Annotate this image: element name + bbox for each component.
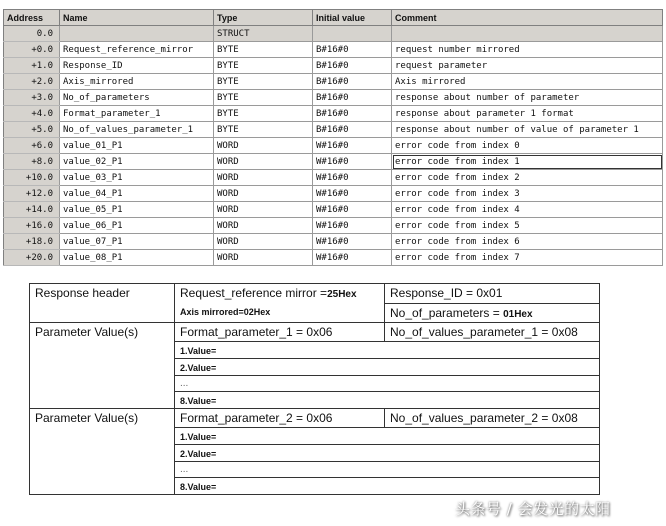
type-cell[interactable]: BYTE [214, 58, 313, 74]
type-cell[interactable]: WORD [214, 138, 313, 154]
table-row[interactable] [4, 90, 663, 106]
comment-cell[interactable]: response about parameter 1 format [392, 106, 663, 122]
address-cell[interactable]: +10.0 [4, 170, 60, 186]
comment-cell[interactable]: error code from index 3 [392, 186, 663, 202]
initial-value-cell[interactable]: W#16#0 [313, 170, 392, 186]
address-cell[interactable]: +0.0 [4, 42, 60, 58]
name-cell[interactable]: Format_parameter_1 [60, 106, 214, 122]
initial-value-cell[interactable]: B#16#0 [313, 106, 392, 122]
response-id-cell: Response_ID = 0x01 [385, 284, 600, 304]
type-cell[interactable]: WORD [214, 154, 313, 170]
request-reference-cell [175, 284, 385, 304]
column-header-address[interactable]: Address [4, 10, 60, 26]
initial-value-cell[interactable]: B#16#0 [313, 74, 392, 90]
type-cell[interactable]: WORD [214, 202, 313, 218]
response-structure-diagram [29, 283, 600, 495]
type-cell[interactable]: BYTE [214, 106, 313, 122]
parameter-values-label-1: Parameter Value(s) [30, 322, 175, 408]
request-reference-value: 25Hex [327, 289, 357, 300]
table-row[interactable] [4, 170, 663, 186]
initial-value-cell[interactable]: B#16#0 [313, 90, 392, 106]
value-8-row: 8.Value= [175, 391, 600, 408]
comment-cell[interactable]: response about number of parameter [392, 90, 663, 106]
address-cell[interactable]: +2.0 [4, 74, 60, 90]
data-block-table [3, 9, 663, 266]
type-cell[interactable]: BYTE [214, 122, 313, 138]
initial-value-cell[interactable]: W#16#0 [313, 218, 392, 234]
name-cell[interactable]: value_03_P1 [60, 170, 214, 186]
comment-cell[interactable]: error code from index 6 [392, 234, 663, 250]
table-row[interactable] [4, 122, 663, 138]
initial-value-cell[interactable]: B#16#0 [313, 42, 392, 58]
name-cell[interactable] [60, 26, 214, 42]
address-cell[interactable]: +3.0 [4, 90, 60, 106]
type-cell[interactable]: BYTE [214, 42, 313, 58]
table-row[interactable] [4, 186, 663, 202]
address-cell[interactable]: +1.0 [4, 58, 60, 74]
value-8-row-p2: 8.Value= [175, 477, 600, 494]
watermark-text: 头条号 / 会发光的太阳 [455, 500, 611, 518]
parameter-values-label-2: Parameter Value(s) [30, 408, 175, 494]
address-cell[interactable]: +12.0 [4, 186, 60, 202]
response-header-label: Response header [30, 284, 175, 323]
table-row[interactable] [4, 106, 663, 122]
address-cell[interactable]: +6.0 [4, 138, 60, 154]
value-2-row-p2: 2.Value= [175, 444, 600, 461]
column-header-name[interactable]: Name [60, 10, 214, 26]
table-row[interactable] [4, 58, 663, 74]
name-cell[interactable]: Axis_mirrored [60, 74, 214, 90]
name-cell[interactable]: value_07_P1 [60, 234, 214, 250]
header-row [4, 10, 663, 26]
no-of-parameters-value: 01Hex [503, 308, 533, 320]
name-cell[interactable]: value_02_P1 [60, 154, 214, 170]
initial-value-cell[interactable]: W#16#0 [313, 186, 392, 202]
request-reference-text: Request_reference mirror = [180, 286, 328, 300]
table-row[interactable] [4, 218, 663, 234]
no-values-parameter-1-cell: No_of_values_parameter_1 = 0x08 [385, 322, 600, 341]
table-row[interactable] [4, 234, 663, 250]
initial-value-cell[interactable]: W#16#0 [313, 154, 392, 170]
comment-cell[interactable] [392, 26, 663, 42]
type-cell[interactable]: WORD [214, 234, 313, 250]
table-row[interactable] [4, 138, 663, 154]
initial-value-cell[interactable] [313, 26, 392, 42]
initial-value-cell[interactable]: W#16#0 [313, 138, 392, 154]
initial-value-cell[interactable]: W#16#0 [313, 202, 392, 218]
type-cell[interactable]: WORD [214, 170, 313, 186]
initial-value-cell[interactable]: W#16#0 [313, 234, 392, 250]
no-of-parameters-text: No_of_parameters = [390, 305, 500, 320]
comment-cell[interactable]: error code from index 7 [392, 250, 663, 266]
initial-value-cell[interactable]: B#16#0 [313, 122, 392, 138]
comment-cell[interactable]: error code from index 5 [392, 218, 663, 234]
type-cell[interactable]: STRUCT [214, 26, 313, 42]
name-cell[interactable]: No_of_values_parameter_1 [60, 122, 214, 138]
axis-mirrored-cell: Axis mirrored=02Hex [175, 303, 385, 322]
address-cell[interactable]: +4.0 [4, 106, 60, 122]
no-values-parameter-2-cell: No_of_values_parameter_2 = 0x08 [385, 408, 600, 427]
no-of-parameters-cell [385, 303, 600, 322]
comment-cell[interactable]: request number mirrored [392, 42, 663, 58]
value-1-row-p2: 1.Value= [175, 427, 600, 444]
table-row[interactable] [4, 74, 663, 90]
table-row[interactable] [4, 42, 663, 58]
name-cell[interactable]: value_05_P1 [60, 202, 214, 218]
format-parameter-1-cell: Format_parameter_1 = 0x06 [175, 322, 385, 341]
initial-value-cell[interactable]: B#16#0 [313, 58, 392, 74]
table-row[interactable] [4, 154, 663, 170]
name-cell[interactable]: value_08_P1 [60, 250, 214, 266]
address-cell[interactable]: +5.0 [4, 122, 60, 138]
type-cell[interactable]: WORD [214, 250, 313, 266]
comment-cell[interactable]: response about number of value of parameter 1 [392, 122, 663, 138]
type-cell[interactable]: BYTE [214, 90, 313, 106]
type-cell[interactable]: BYTE [214, 74, 313, 90]
address-cell[interactable]: +20.0 [4, 250, 60, 266]
table-row[interactable] [4, 250, 663, 266]
name-cell[interactable]: No_of_parameters [60, 90, 214, 106]
address-cell[interactable]: 0.0 [4, 26, 60, 42]
name-cell[interactable]: value_06_P1 [60, 218, 214, 234]
name-cell[interactable]: Request_reference_mirror [60, 42, 214, 58]
column-header-type[interactable]: Type [214, 10, 313, 26]
format-parameter-2-cell: Format_parameter_2 = 0x06 [175, 408, 385, 427]
address-cell[interactable]: +8.0 [4, 154, 60, 170]
value-1-row: 1.Value= [175, 341, 600, 358]
comment-cell[interactable]: Axis mirrored [392, 74, 663, 90]
name-cell[interactable]: value_01_P1 [60, 138, 214, 154]
comment-cell[interactable]: error code from index 4 [392, 202, 663, 218]
type-cell[interactable]: WORD [214, 218, 313, 234]
comment-cell[interactable]: request parameter [392, 58, 663, 74]
comment-cell[interactable]: error code from index 0 [392, 138, 663, 154]
address-cell[interactable]: +16.0 [4, 218, 60, 234]
ellipsis-row: ... [175, 375, 600, 391]
initial-value-cell[interactable]: W#16#0 [313, 250, 392, 266]
name-cell[interactable]: Response_ID [60, 58, 214, 74]
address-cell[interactable]: +18.0 [4, 234, 60, 250]
address-cell[interactable]: +14.0 [4, 202, 60, 218]
value-2-row: 2.Value= [175, 358, 600, 375]
name-cell[interactable]: value_04_P1 [60, 186, 214, 202]
column-header-comment[interactable]: Comment [392, 10, 663, 26]
table-row[interactable] [4, 202, 663, 218]
column-header-initial-value[interactable]: Initial value [313, 10, 392, 26]
comment-cell[interactable]: error code from index 2 [392, 170, 663, 186]
ellipsis-row-p2: ... [175, 461, 600, 477]
type-cell[interactable]: WORD [214, 186, 313, 202]
comment-cell[interactable]: error code from index 1 [392, 154, 663, 170]
table-row[interactable] [4, 26, 663, 42]
